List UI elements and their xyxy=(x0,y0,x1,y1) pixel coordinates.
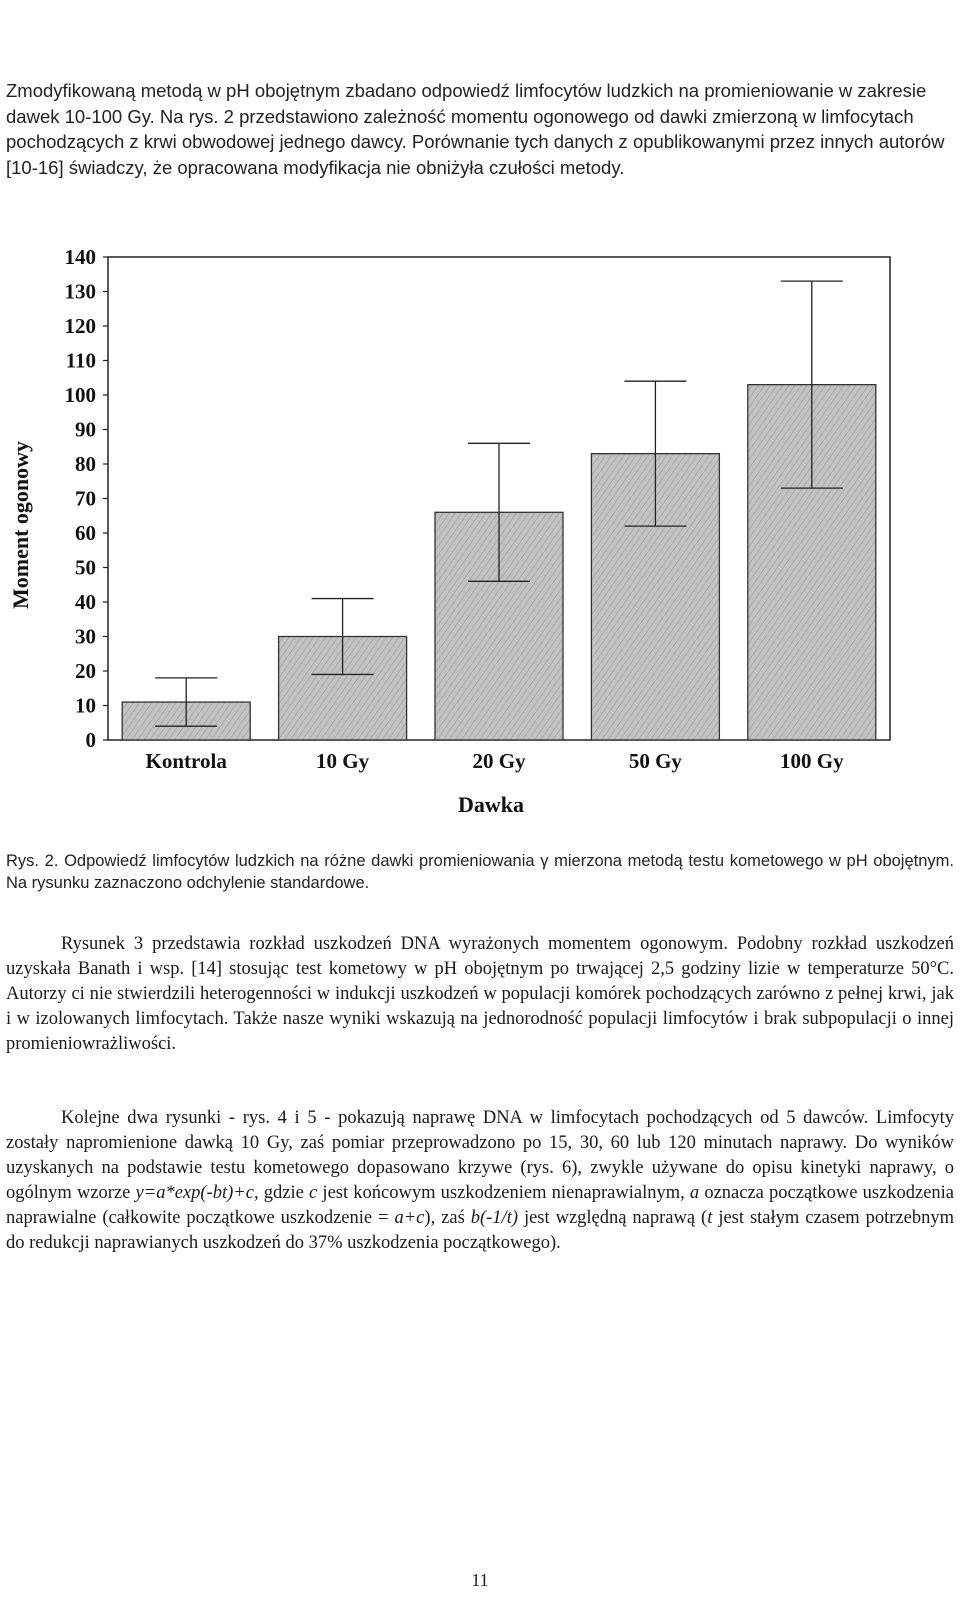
y-tick-label: 40 xyxy=(75,590,96,614)
x-axis-title: Dawka xyxy=(457,792,525,817)
bar-chart-svg xyxy=(0,230,960,850)
body-paragraph-2-text-5: ), zaś xyxy=(424,1208,471,1228)
bar-chart xyxy=(0,230,960,850)
body-paragraph-2-text-7: jest stałym czasem potrzebnym do redukcji naprawianych uszkodzeń do 37% uszkodzenia początkowego). xyxy=(6,1208,954,1253)
plot-area xyxy=(65,245,891,773)
y-tick-label: 130 xyxy=(64,279,96,304)
variable-t: t xyxy=(707,1208,713,1228)
y-tick-label: 50 xyxy=(75,555,96,580)
repair-formula: y=a*exp(-bt)+c xyxy=(135,1183,254,1203)
y-tick-label: 20 xyxy=(75,659,96,683)
x-tick-label: Kontrola xyxy=(145,749,227,773)
body-paragraph-2-text-6: jest względną naprawą ( xyxy=(518,1208,708,1228)
variable-a-plus-c: a+c xyxy=(394,1208,425,1228)
y-tick-label: 70 xyxy=(75,486,96,511)
y-tick-label: 60 xyxy=(75,521,96,545)
x-tick-label: 10 Gy xyxy=(316,749,370,773)
y-tick-label: 140 xyxy=(64,245,96,269)
variable-a: a xyxy=(689,1183,700,1203)
y-axis-title-group xyxy=(8,441,33,609)
body-paragraph-1: Rysunek 3 przedstawia rozkład uszkodzeń DNA wyrażonych momentem ogonowym. Podobny rozkład uszkodzeń uzyskała Banath i wsp. [14] stosując test kometowy w pH obojętnym po trwającej 2,5 godziny lizie w temperaturze 50°C. Autorzy ci nie stwierdzili heterogenności w indukcji uszkodzeń w populacji komórek pochodzących zarówno z pełnej krwi, jak i w izolowanych limfocytach. Także nasze wyniki wskazują na jednorodność populacji limfocytów i brak subpopulacji o innej promieniowrażliwości. xyxy=(6,934,954,1054)
figure-caption: Rys. 2. Odpowiedź limfocytów ludzkich na różne dawki promieniowania γ mierzona metodą testu kometowego w pH obojętnym. Na rysunku zaznaczono odchylenie standardowe. xyxy=(6,852,954,892)
body-paragraph-2-text-4: oznacza początkowe uszkodzenia naprawialne (całkowite początkowe uszkodzenie = xyxy=(6,1183,955,1228)
body-paragraph-2-text-1: Kolejne dwa rysunki - rys. 4 i 5 - pokazują naprawę DNA w limfocytach pochodzących od 5 dawców. Limfocyty zostały napromienione dawką 10 Gy, zaś pomiar przeprowadzono po 15, 30, 60 lub 120 minutach naprawy. Do wyników uzyskanych na podstawie testu kometowego dopasowano krzywe (rys. 6), zwykle używane do opisu kinetyki naprawy, o ogólnym wzorze xyxy=(6,1108,954,1203)
y-tick-label: 120 xyxy=(64,314,96,338)
x-tick-label: 50 Gy xyxy=(628,749,682,773)
y-tick-label: 0 xyxy=(85,728,96,752)
y-tick-label: 80 xyxy=(75,452,96,476)
x-tick-label: 20 Gy xyxy=(472,749,526,773)
variable-c: c xyxy=(309,1183,318,1203)
y-tick-label: 90 xyxy=(75,417,96,442)
y-tick-label: 110 xyxy=(65,348,96,373)
y-tick-label: 100 xyxy=(64,383,96,407)
intro-paragraph: Zmodyfikowaną metodą w pH obojętnym zbadano odpowiedź limfocytów ludzkich na promieniowanie w zakresie dawek 10-100 Gy. Na rys. 2 przedstawiono zależność momentu ogonowego od dawki zmierzoną w limfocytach pochodzących z krwi obwodowej jednego dawcy. Porównanie tych danych z opublikowanymi przez innych autorów [10-16] świadczy, że opracowana modyfikacja nie obniżyła czułości metody. xyxy=(6,80,945,178)
y-tick-label: 10 xyxy=(75,693,96,718)
page-number: 11 xyxy=(471,1570,489,1590)
x-tick-label: 100 Gy xyxy=(780,749,844,773)
y-axis-title: Moment ogonowy xyxy=(8,440,33,610)
variable-b: b(-1/t) xyxy=(470,1208,518,1228)
body-paragraph-2-text-2: , gdzie xyxy=(253,1183,310,1203)
body-paragraph-2-text-3: jest końcowym uszkodzeniem nienaprawialnym, xyxy=(317,1183,690,1203)
y-tick-label: 30 xyxy=(75,624,96,649)
body-paragraph-2 xyxy=(6,1106,954,1256)
